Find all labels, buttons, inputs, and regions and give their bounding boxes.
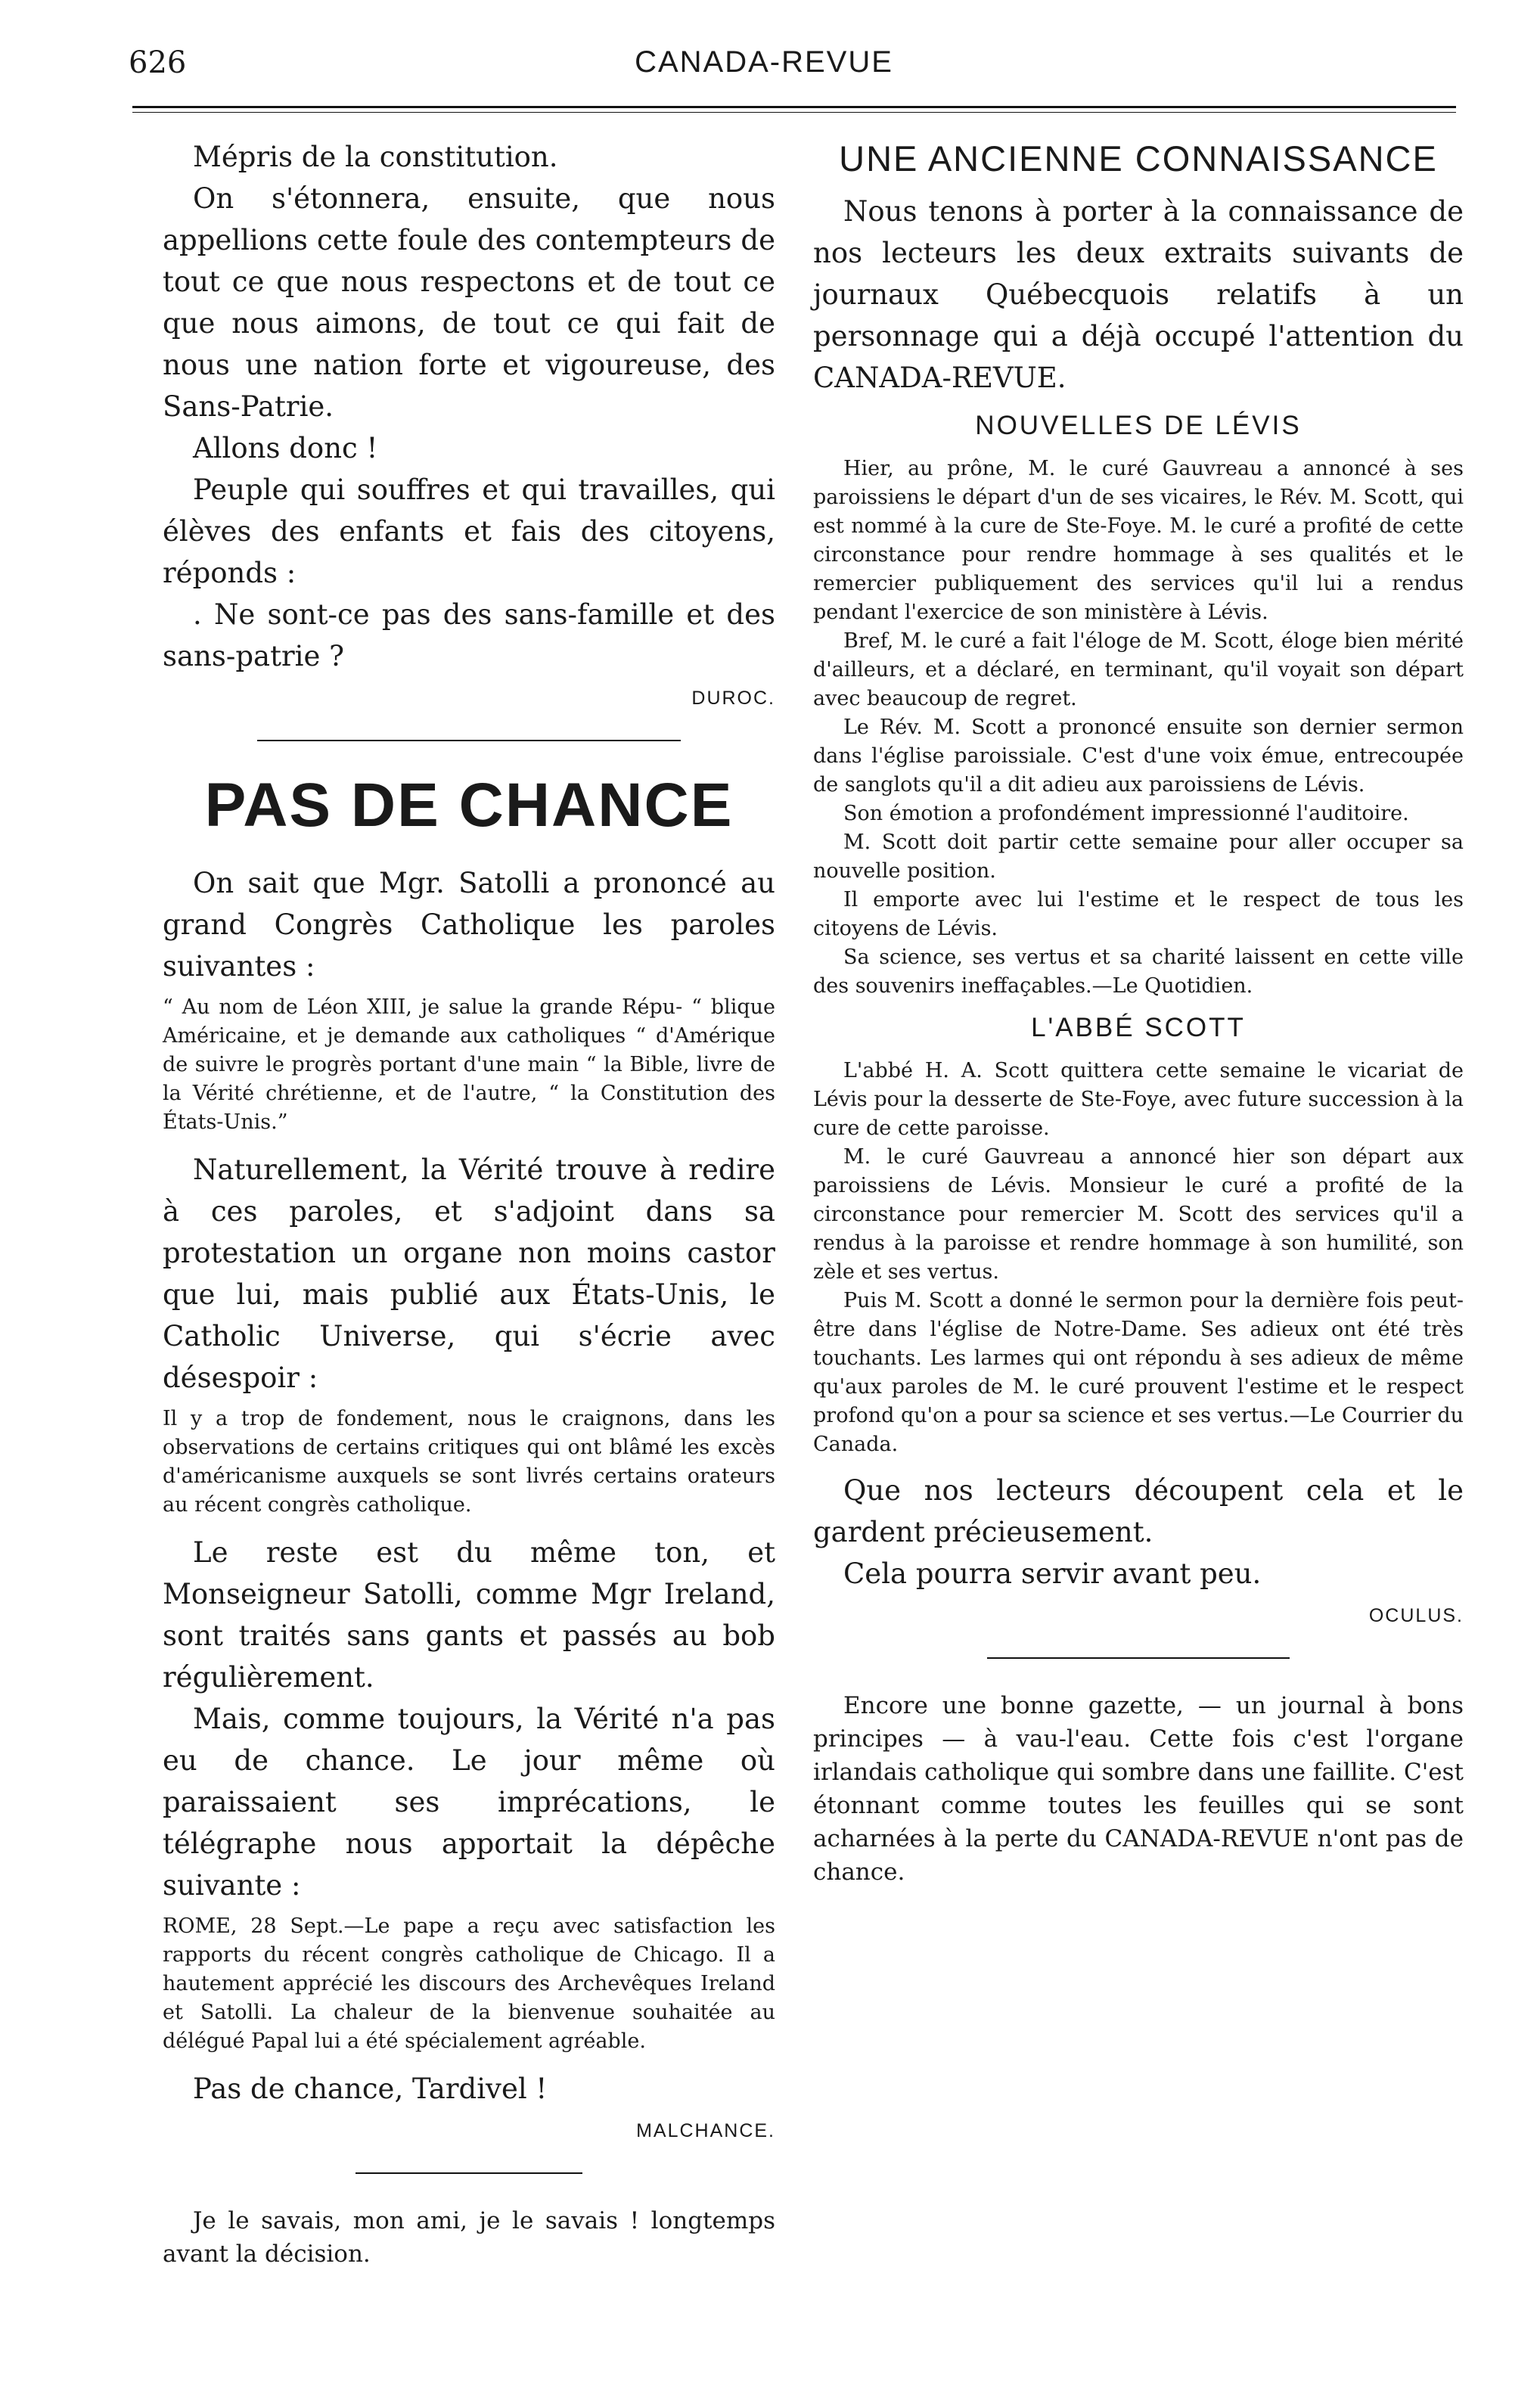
conclusion-paragraph: Cela pourra servir avant peu.: [843, 1557, 1262, 1590]
section-divider: [356, 2172, 582, 2174]
article-title-ancienne-connaissance: UNE ANCIENNE CONNAISSANCE: [839, 138, 1438, 179]
closing-paragraph: Encore une bonne gazette, — un journal à bons principes — à vau-l'eau. Cette fois c'est l'organe irlandais catholique qui sombre dans une faillite. C'est étonnant comme toutes les feuilles qui se sont acharnées à la perte du CANADA-REVUE n'ont pas de chance.: [813, 1692, 1464, 1886]
excerpt-paragraph: Sa science, ses vertus et sa charité laissent en cette ville des souvenirs ineffaçables.—Le Quotidien.: [813, 946, 1464, 998]
header-rule: [132, 106, 1456, 108]
article-paragraph: Pas de chance, Tardivel !: [193, 2073, 548, 2105]
section-divider: [987, 1657, 1290, 1659]
header-rule-thin: [132, 112, 1456, 113]
quotation: Il y a trop de fondement, nous le craignons, dans les observations de certains critiques qui ont blâmé les excès d'américanisme auxquels se sont livrés certains orateurs au récent congrès catholique.: [163, 1407, 775, 1517]
opening-paragraph: . Ne sont-ce pas des sans-famille et des sans-patrie ?: [163, 598, 775, 672]
section-heading-nouvelles-de-levis: NOUVELLES DE LÉVIS: [975, 411, 1302, 440]
right-column: [813, 136, 1464, 1889]
article-paragraph: On sait que Mgr. Satolli a prononcé au grand Congrès Catholique les paroles suivantes :: [163, 867, 775, 983]
page-number: 626: [129, 45, 187, 80]
excerpt-paragraph: Il emporte avec lui l'estime et le respect de tous les citoyens de Lévis.: [813, 888, 1464, 940]
section-divider: [257, 740, 681, 741]
conclusion-paragraph: Que nos lecteurs découpent cela et le gardent précieusement.: [813, 1474, 1464, 1548]
left-column: [163, 136, 775, 2271]
excerpt-paragraph: L'abbé H. A. Scott quittera cette semaine le vicariat de Lévis pour la desserte de Ste-Foye, avec future succession à la cure de cette paroisse.: [813, 1059, 1464, 1140]
excerpt-paragraph: Le Rév. M. Scott a prononcé ensuite son dernier sermon dans l'église paroissiale. C'est d'une voix émue, entrecoupée de sanglots qu'il a dit adieu aux paroissiens de Lévis.: [813, 716, 1464, 796]
article-title-pas-de-chance: PAS DE CHANCE: [204, 771, 734, 840]
excerpt-paragraph: M. Scott doit partir cette semaine pour aller occuper sa nouvelle position.: [813, 831, 1464, 883]
article-paragraph: Naturellement, la Vérité trouve à redire à ces paroles, et s'adjoint dans sa protestation un organe non moins castor que lui, mais publié aux États-Unis, le Catholic Universe, qui s'écrie avec désespoir :: [163, 1154, 775, 1394]
journal-title: CANADA-REVUE: [635, 45, 893, 79]
excerpt-paragraph: Son émotion a profondément impressionné l'auditoire.: [843, 802, 1409, 825]
quotation: ROME, 28 Sept.—Le pape a reçu avec satisfaction les rapports du récent congrès catholique de Chicago. Il a hautement apprécié les discours des Archevêques Ireland et Satolli. La chaleur de la bienvenue souhaitée au délégué Papal lui a été spécialement agréable.: [163, 1914, 775, 2053]
opening-paragraph: Peuple qui souffres et qui travailles, qui élèves des enfants et fais des citoyens, réponds :: [163, 474, 775, 589]
opening-paragraph: Allons donc !: [193, 432, 378, 464]
opening-paragraph: Mépris de la constitution.: [193, 141, 558, 173]
excerpt-paragraph: Puis M. Scott a donné le sermon pour la dernière fois peut-être dans l'église de Notre-Dame. Ses adieux ont été très touchants. Les larmes qui ont répondu à ses adieux de même qu'aux paroles de M. le curé prouvent l'estime et le respect profond qu'on a pour sa science et ses vertus.—Le Courrier du Canada.: [813, 1289, 1464, 1456]
signature-duroc: DUROC.: [691, 688, 775, 709]
excerpt-paragraph: M. le curé Gauvreau a annoncé hier son départ aux paroissiens de Lévis. Monsieur le curé a profité de la circonstance pour remercier M. Scott des services qu'il a rendus à la paroisse et rendre hommage à son humilité, son zèle et ses vertus.: [813, 1145, 1464, 1284]
signature-oculus: OCULUS.: [1368, 1605, 1464, 1626]
article-paragraph: Nous tenons à porter à la connaissance de nos lecteurs les deux extraits suivants de journaux Québecquois relatifs à un personnage qui a déjà occupé l'attention du CANADA-REVUE.: [813, 195, 1464, 394]
page-header: [83, 45, 1445, 91]
spacer: [813, 1459, 1464, 1470]
opening-paragraph: On s'étonnera, ensuite, que nous appellions cette foule des contempteurs de tout ce que nous respectons et de tout ce que nous aimons, de tout ce qui fait de nous une nation forte et vigoureuse, des Sans-Patrie.: [163, 182, 775, 423]
quotation: “ Au nom de Léon XIII, je salue la grande Répu- “ blique Américaine, et je demande aux catholiques “ d'Amérique de suivre le progrès portant d'une main “ la Bible, livre de la Vérité chrétienne, et de l'autre, “ la Constitution des États-Unis.”: [163, 995, 775, 1134]
section-heading-abbe-scott: L'ABBÉ SCOTT: [1031, 1013, 1246, 1042]
closing-paragraph: Je le savais, mon ami, je le savais ! longtemps avant la décision.: [163, 2207, 775, 2268]
excerpt-paragraph: Bref, M. le curé a fait l'éloge de M. Scott, éloge bien mérité d'ailleurs, et a déclaré, en terminant, qu'il voyait son départ avec beaucoup de regret.: [813, 629, 1464, 710]
article-paragraph: Mais, comme toujours, la Vérité n'a pas eu de chance. Le jour même où paraissaient ses imprécations, le télégraphe nous apportait la dépêche suivante :: [163, 1703, 775, 1902]
signature-malchance: MALCHANCE.: [636, 2120, 775, 2141]
article-paragraph: Le reste est du même ton, et Monseigneur Satolli, comme Mgr Ireland, sont traités sans gants et passés au bob régulièrement.: [163, 1536, 775, 1694]
excerpt-paragraph: Hier, au prône, M. le curé Gauvreau a annoncé à ses paroissiens le départ d'un de ses vicaires, le Rév. M. Scott, qui est nommé à la cure de Ste-Foye. M. le curé a profité de cette circonstance pour rendre hommage à ses qualités et le remercier publiquement des services qu'il lui a rendus pendant l'exercice de son ministère à Lévis.: [813, 457, 1464, 624]
